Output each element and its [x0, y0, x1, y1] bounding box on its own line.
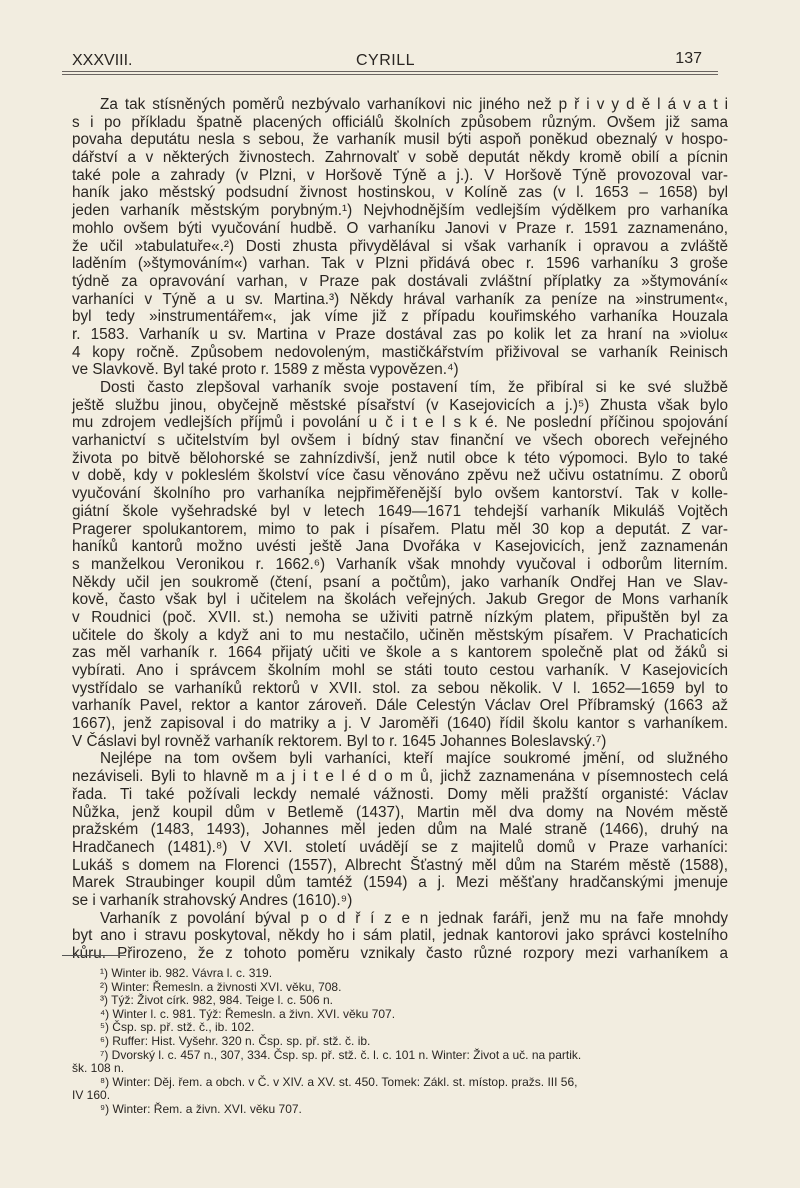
- text-line: v době, kdy v pokleslém školství více času věnováno zpěvu než učivu ostatnímu. Z oborů: [72, 467, 728, 485]
- text-line: se i varhaník strahovský Andres (1610).⁹): [72, 891, 353, 909]
- text-line: Pragerer spolukantorem, mimo to pak i písařem. Platu měl 30 kop a deputát. Z var-: [72, 520, 728, 538]
- footnote: ⁷) Dvorský l. c. 457 n., 307, 334. Čsp. sp. př. stž. č. l. c. 101 n. Winter: Život a uč. na partik.: [100, 1047, 582, 1062]
- text-line: kově, často však byl i učitelem na školách veřejných. Jakub Gregor de Mons varhaník: [72, 591, 728, 609]
- text-line: mu zdrojem vedlejších příjmů i povolání u č i t e l s k é. Ne poslední příčinou spojování: [72, 414, 728, 432]
- text-line: mohlo ovšem býti vyučování hudbě. O varhaníku Janovi v Praze r. 1591 zaznamenáno,: [72, 219, 728, 237]
- text-line: haník jako městský podsudní živnost hostinskou, v Kolíně zas (v l. 1653 – 1658) byl: [72, 184, 728, 202]
- text-line: zas měl varhaník r. 1664 přijatý učiti ve škole a s kantorem společně plat od žáků si: [72, 644, 728, 662]
- text-line: vystřídalo se varhaníků rektorů v XVII. stol. za sebou několik. V l. 1652—1659 byl to: [72, 679, 728, 697]
- text-line: jeden varhaník městským porybným.¹) Nejvhodnějším vedlejším výdělkem pro varhaníka: [72, 202, 728, 220]
- text-line: týdně za opravování varhan, v Praze pak dostávali zvláštní příplatky za »štymování«: [72, 272, 728, 290]
- footnote-continuation: šk. 108 n.: [72, 1061, 125, 1076]
- footnote: ⁹) Winter: Řem. a živn. XVI. věku 707.: [100, 1101, 302, 1116]
- footnote: ³) Týž: Život círk. 982, 984. Teige l. c. 506 n.: [100, 993, 333, 1008]
- footnote: ¹) Winter ib. 982. Vávra l. c. 319.: [100, 966, 273, 980]
- text-line: nezáviseli. Byli to hlavně m a j i t e l é d o m ů, jichž zaznamenána v písemnostech celá: [72, 768, 728, 786]
- text-line: varhaníci v Týně a u sv. Martina.³) Někdy hrával varhaník za peníze na »instrument«,: [72, 290, 728, 308]
- text-line: vyučování školního pro varhaníka nejpřiměřenější bylo ovšem kantorství. Tak v kolle-: [72, 485, 728, 503]
- footnote: ⁵) Čsp. sp. př. stž. č., ib. 102.: [100, 1020, 255, 1035]
- footnote-continuation: IV 160.: [72, 1088, 111, 1103]
- text-line: Někdy učil jen soukromě (čtení, psaní a počtům), jako varhaník Ondřej Han ve Slav-: [72, 573, 728, 591]
- header-rule: [62, 71, 718, 72]
- text-line: haníků kantorů možno uvésti ještě Jana Dvořáka v Kasejovicích, jenž zaznamenán: [72, 538, 728, 556]
- text-line: Hradčanech (1481).⁸) V XVI. století uvádějí se z majitelů domů v Praze varhaníci:: [72, 838, 728, 856]
- text-line: s i po příkladu špatně placených officiálů školních způsobem různým. Ovšem již sama: [72, 113, 728, 131]
- journal-title: CYRILL: [356, 52, 416, 69]
- text-line: Lukáš s domem na Florenci (1557), Albrecht Šťastný měl dům na Starém městě (1588),: [72, 856, 728, 874]
- text-line: laděním (»štymováním«) varhan. Tak v Plzni přidává obec r. 1596 varhaníku 3 groše: [72, 255, 728, 273]
- text-line: V Čáslavi byl rovněž varhaník rektorem. Byl to r. 1645 Johannes Boleslavský.⁷): [72, 732, 607, 750]
- text-line: r. 1583. Varhaník u sv. Martina v Praze dostával zas po kolik let za hraní na »violu«: [72, 325, 728, 343]
- text-line: že učil »tabulatuře«.²) Dosti zhusta přivydělával si však varhaník i opravou a zvláště: [72, 237, 728, 255]
- text-line: života po bitvě bělohorské se zahnízdivší, jenž nutil obce k této výpomoci. Bylo to také: [72, 449, 728, 467]
- text-line: 1667), jenž zapisoval i do matriky a j. V Jaroměři (1640) řídil školu kantor s varhaníkem.: [72, 715, 728, 733]
- footnote: ²) Winter: Řemesln. a živnosti XVI. věku, 708.: [100, 979, 342, 994]
- text-line: s manželkou Veronikou r. 1662.⁶) Varhaník však mnohdy vyučoval i odborům literním.: [72, 555, 728, 573]
- paragraph: [72, 910, 728, 963]
- text-line: varhaník Pavel, rektor a kantor zároveň. Dále Celestýn Václav Orel Příbramský (1663 až: [72, 697, 728, 715]
- text-line: 4 kopy ročně. Způsobem nedovoleným, mastičkářstvím přiživoval se varhaník Reinisch: [72, 343, 728, 361]
- running-header: [62, 50, 718, 76]
- text-line: učitele do školy a když ani to mu nestačilo, učiněn městským písařem. V Prachaticích: [72, 626, 728, 644]
- header-rule-second: [62, 74, 718, 75]
- text-line: vybírati. Ano i správcem školním mohl se státi touto cestou varhaník. V Kasejovicích: [72, 662, 728, 679]
- text-line: ve Slavkově. Byl také proto r. 1589 z města vypovězen.⁴): [72, 361, 459, 379]
- footnotes: [72, 967, 728, 1117]
- footnote: ⁴) Winter l. c. 981. Týž: Řemesln. a živn. XVI. věku 707.: [100, 1006, 396, 1021]
- text-line: byl tedy »instrumentářem«, jak víme již z případu kouřimského varhaníka Houzala: [72, 308, 728, 326]
- text-line: Za tak stísněných poměrů nezbývalo varhaníkovi nic jiného než p ř i v y d ě l á v a t i: [100, 96, 728, 113]
- text-line: pražském (1483, 1493), Johannes měl jeden dům na Malé straně (1466), druhý na: [72, 821, 728, 839]
- text-line: v Roudnici (poč. XVII. st.) nemoha se uživiti patrně nízkým platem, připuštěn byl za: [72, 608, 728, 626]
- text-line: Dosti často zlepšoval varhaník svoje postavení tím, že přibíral si ke své službě: [100, 379, 728, 396]
- volume-number: XXXVIII.: [72, 52, 133, 69]
- text-line: řada. Ti také požívali leckdy nemalé vážnosti. Domy měli pražští organisté: Václav: [72, 785, 728, 803]
- text-line: ještě službu jinou, obyčejně městské písařství (v Kasejovicích a j.)⁵) Zhusta však bylo: [72, 396, 728, 414]
- footnote: ⁸) Winter: Děj. řem. a obch. v Č. v XIV. a XV. st. 450. Tomek: Zákl. st. místop. pražs. III 56,: [100, 1074, 578, 1089]
- text-line: dářství a v některých živnostech. Zahrnovalť v sobě deputát někdy kromě obilí a pícnin: [72, 149, 728, 167]
- paragraph: [72, 96, 728, 379]
- text-line: kůru. Přirozeno, že z tohoto poměru vznikaly často různé rozpory mezi varhaníkem a: [72, 945, 728, 962]
- text-line: Nejlépe na tom ovšem byli varhaníci, kteří majíce soukromé jmění, od služného: [100, 750, 728, 768]
- page-number: 137: [675, 50, 702, 67]
- text-line: giátní škole vyšehradské byl v letech 1649—1671 tehdejší varhaník Mikuláš Vojtěch: [72, 502, 728, 520]
- paragraph: [72, 750, 728, 909]
- body-text: [72, 96, 728, 963]
- text-line: Marek Straubinger koupil dům tamtéž (1594) a j. Mezi měšťany hradčanskými jmenuje: [72, 874, 728, 892]
- text-line: varhanictví s učitelstvím byl ovšem i bídný stav finanční ve všech oborech veřejného: [72, 432, 728, 450]
- text-line: také pole a zahrady (v Plzni, v Horšově Týně a j.). V Horšově Týně provozoval var-: [72, 166, 728, 184]
- text-line: Varhaník z povolání býval p o d ř í z e n jednak faráři, jenž mu na faře mnohdy: [100, 909, 728, 927]
- text-line: byt ano i stravu poskytoval, někdy ho i sám platil, jednak kantorovi jako správci kostelního: [72, 927, 728, 945]
- text-line: povaha deputátu nesla s sebou, že varhaník musil býti aspoň poněkud obeznalý v hospo-: [72, 131, 728, 149]
- footnote: ⁶) Ruffer: Hist. Vyšehr. 320 n. Čsp. sp. př. stž. č. ib.: [100, 1033, 371, 1048]
- footnote-separator: [62, 955, 126, 956]
- text-line: Nůžka, jenž koupil dům v Betlemě (1437), Martin měl dva domy na Novém městě: [72, 803, 728, 821]
- paragraph: [72, 379, 728, 750]
